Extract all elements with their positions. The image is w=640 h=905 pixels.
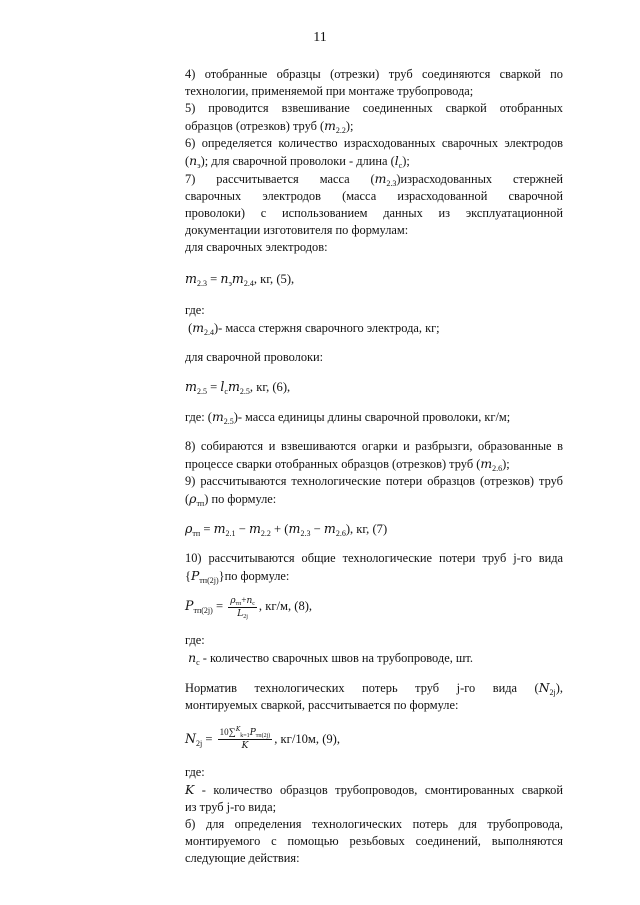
label-electrodes: для сварочных электродов: bbox=[185, 240, 328, 254]
definition-nc: $n_c$ - количество сварочных швов на трубопроводе, шт. bbox=[188, 649, 474, 667]
fraction-8: $\frac{\rho_{тп}+n_c}{L_{2j}}$ bbox=[230, 594, 255, 620]
norm-line-1: Норматив технологических потерь труб j-го вида $(N_{2j})$, bbox=[185, 679, 563, 697]
definition-m24: $(m_{2.4})-$ масса стержня сварочного электрода, кг; bbox=[188, 320, 440, 337]
paragraph-6-line-2: $(n_э)$; для сварочной проволоки - длина $(l_c)$; bbox=[185, 153, 410, 170]
fraction-9: $\frac{10\sum^K_{k=1}P_{тп(2j)}}{K}$ bbox=[219, 726, 271, 752]
document-body bbox=[185, 66, 563, 867]
definition-k-line-2: из труб j-го вида; bbox=[185, 800, 277, 815]
formula-7: $\rho_{тп} = m_{2.1} - m_{2.2} + (m_{2.3} - m_{2.6})$, кг, (7) bbox=[185, 521, 388, 538]
label-wire: для сварочной проволоки: bbox=[185, 350, 324, 364]
paragraph-7-line-1: 7) рассчитывается масса $(m_{2.3})израсходованных$ стержней bbox=[185, 171, 563, 188]
paragraph-5-line-1: 5) проводится взвешивание соединенных сваркой отобранных bbox=[185, 101, 563, 115]
paragraph-10-line-1: 10) рассчитываются общие технологические потери труб j-го вида bbox=[185, 551, 563, 565]
paragraph-9-line-2: $(\rho_{тп})$ по формуле: bbox=[185, 491, 277, 508]
paragraph-6-line-1: 6) определяется количество израсходованных сварочных электродов bbox=[185, 136, 563, 150]
page-number: 11 bbox=[313, 30, 327, 45]
paragraph-4-line-1: 4) отобранные образцы (отрезки) труб соединяются сваркой по bbox=[185, 67, 563, 81]
paragraph-10-line-2: $\{P_{тп(2j)}\}по$ формуле: bbox=[185, 568, 290, 585]
paragraph-7-line-4: документации изготовителя по формулам: bbox=[185, 223, 409, 237]
formula-9: $N_{2j}$ = $\frac{10\sum^K_{k=1}P_{тп(2j)}}{K}$ , кг/10м, (9), bbox=[185, 726, 341, 752]
paragraph-b-line-2: монтируемого с помощью резьбовых соединений, выполняются bbox=[185, 834, 563, 849]
where-label-1: где: bbox=[185, 303, 205, 317]
paragraph-9-line-1: 9) рассчитываются технологические потери образцов (отрезков) труб bbox=[185, 474, 563, 488]
norm-line-2: монтируемых сваркой, рассчитывается по формуле: bbox=[185, 697, 459, 712]
where-label-4: где: bbox=[185, 765, 205, 780]
paragraph-8-line-2: процессе сварки отобранных образцов (отрезков) труб $(m_{2.6})$; bbox=[185, 456, 510, 473]
paragraph-b-line-3: следующие действия: bbox=[185, 851, 300, 866]
paragraph-b-line-1: б) для определения технологических потерь для трубопровода, bbox=[185, 817, 563, 832]
definition-m25: где: $(m_{2.5})-$ масса единицы длины сварочной проволоки, кг/м; bbox=[185, 409, 511, 426]
definition-k-line-1: K - количество образцов трубопроводов, смонтированных сваркой bbox=[185, 782, 563, 798]
formula-5: $m_{2.3} = n_эm_{2.4}$, кг, (5), bbox=[185, 271, 295, 288]
paragraph-4-line-2: технологии, применяемой при монтаже трубопровода; bbox=[185, 84, 474, 98]
where-label-3: где: bbox=[185, 632, 205, 647]
paragraph-8-line-1: 8) собираются и взвешиваются огарки и разбрызги, образованные в bbox=[185, 439, 563, 453]
paragraph-7-line-2: сварочных электродов (масса израсходованной сварочной bbox=[185, 189, 563, 203]
paragraph-5-line-2: образцов (отрезков) труб $(m_{2.2})$; bbox=[185, 118, 354, 135]
paragraph-7-line-3: проволоки) с использованием данных из эксплуатационной bbox=[185, 206, 563, 220]
formula-8: $P_{тп(2j)}$ = $\frac{\rho_{тп}+n_c}{L_{2j}}$ , кг/м, (8), bbox=[185, 594, 313, 620]
formula-6: $m_{2.5} = l_cm_{2.5}$, кг, (6), bbox=[185, 379, 291, 396]
